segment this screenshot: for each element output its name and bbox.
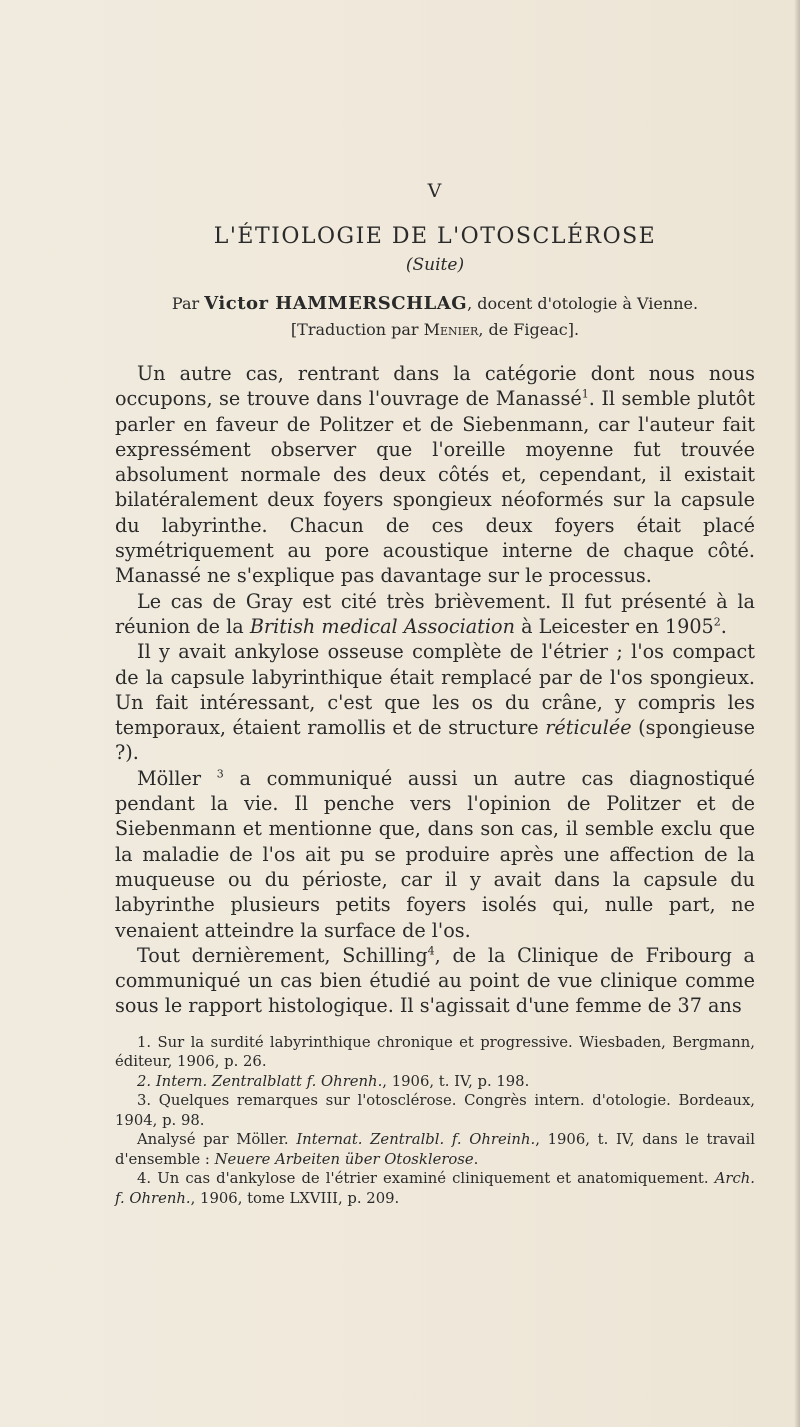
p2-italic: British medical Association <box>249 614 515 638</box>
p3-italic: réticulée <box>545 716 632 740</box>
author-name: Victor HAMMERSCHLAG <box>204 293 468 314</box>
footnote-ref-2: 2 <box>713 615 721 629</box>
section-number: V <box>427 180 443 202</box>
footnote-4-italic: Arch. f. Ohrenh. <box>115 1170 755 1207</box>
translation-suffix: , de Figeac]. <box>478 320 580 339</box>
p2-text-b: à Leicester en 1905 <box>521 614 714 638</box>
paragraph-1 <box>115 361 755 589</box>
paragraph-4 <box>115 766 755 943</box>
footnote-3-analysis <box>115 1130 755 1169</box>
p3-text-a: Il y avait ankylose osseuse complète de l'étrier ; l'os compact de la capsule labyrinthique était remplacé par de l'os spongieux. Un fait intéressant, c'est que les os du crâne, y compris les temporaux, étaient ramollis et de structure <box>115 640 755 740</box>
footnote-3b-italic-2: Neuere Arbeiten über Otosklerose <box>214 1150 474 1168</box>
footnote-2-italic: 2. Intern. Zentralblatt f. Ohrenh. <box>137 1072 383 1090</box>
footnote-3b-text-a: Analysé par Möller. <box>137 1131 289 1149</box>
p4-text-a: Möller <box>137 766 201 790</box>
article-subtitle: (Suite) <box>405 255 465 275</box>
footnote-3b-text-b: , 1906, t. IV, dans le travail d'ensemble : <box>115 1131 756 1168</box>
footnotes <box>115 1033 755 1209</box>
footnote-3: 3. Quelques remarques sur l'otosclérose. Congrès intern. d'otologie. Bordeaux, 1904, p. 98. <box>115 1092 755 1129</box>
article-title: L'ÉTIOLOGIE DE L'OTOSCLÉROSE <box>213 224 657 249</box>
footnote-4-text-b: , 1906, tome LXVIII, p. 209. <box>190 1189 400 1207</box>
byline-prefix: Par <box>171 294 200 313</box>
footnote-ref-4: 4 <box>427 944 435 958</box>
p2-text-a: Le cas de Gray est cité très brièvement. Il fut présenté à la réunion de la <box>115 589 755 638</box>
p4-text-b: a communiqué aussi un autre cas diagnostiqué pendant la vie. Il penche vers l'opinion de Politzer et de Siebenmann et mentionne que, dans son cas, il semble exclu que la maladie de l'os ait pu se produire après une affection de la muqueuse ou du périoste, car il y avait dans la capsule du labyrinthe plusieurs petits foyers isolés qui, nulle part, ne venaient atteindre la surface de l'os. <box>115 766 755 942</box>
article <box>115 180 755 1208</box>
footnote-ref-1: 1 <box>581 387 589 401</box>
p1-text-a: Un autre cas, rentrant dans la catégorie dont nous nous occupons, se trouve dans l'ouvrage de Manassé <box>115 362 755 411</box>
translator-name: Menier <box>423 320 479 339</box>
byline <box>115 293 755 314</box>
p1-text-b: . Il semble plutôt parler en faveur de Politzer et de Siebenmann, car l'auteur fait expressément observer que l'oreille moyenne fut trouvée absolument normale des deux côtés et, cependant, il existait bilatéralement deux foyers spongieux néoformés sur la capsule du labyrinthe. Chacun de ces deux foyers était placé symétriquement au pore acoustique interne de chaque côté. Manassé ne s'explique pas davantage sur le processus. <box>115 387 755 588</box>
paragraph-5 <box>115 943 755 1019</box>
p5-text-a: Tout dernièrement, Schilling <box>137 943 428 967</box>
page-spine-shadow <box>794 0 800 1427</box>
p2-text-c: . <box>720 614 727 638</box>
footnote-2-text: , 1906, t. IV, p. 198. <box>382 1072 530 1090</box>
paragraph-3 <box>115 639 755 765</box>
translation-prefix: [Traduction par <box>290 320 419 339</box>
p5-text-b: , de la Clinique de Fribourg a communiqué un cas bien étudié au point de vue clinique comme sous le rapport histologique. Il s'agissait d'une femme de 37 ans <box>115 943 755 1018</box>
footnote-4 <box>115 1169 755 1208</box>
footnote-2 <box>115 1072 755 1092</box>
footnote-3b-italic: Internat. Zentralbl. f. Ohreinh. <box>296 1131 536 1149</box>
footnote-4-text-a: 4. Un cas d'ankylose de l'étrier examiné cliniquement et anatomiquement. <box>137 1170 709 1188</box>
footnote-ref-3: 3 <box>216 767 224 781</box>
translation-credit <box>115 320 755 339</box>
footnote-3b-text-c: . <box>473 1150 479 1168</box>
footnote-1: 1. Sur la surdité labyrinthique chronique et progressive. Wiesbaden, Bergmann, éditeur, 1906, p. 26. <box>115 1033 755 1071</box>
body-text <box>115 361 755 1019</box>
p3-text-b: (spongieuse ?). <box>115 716 755 765</box>
author-role: , docent d'otologie à Vienne. <box>467 294 699 313</box>
paragraph-2 <box>115 589 755 640</box>
